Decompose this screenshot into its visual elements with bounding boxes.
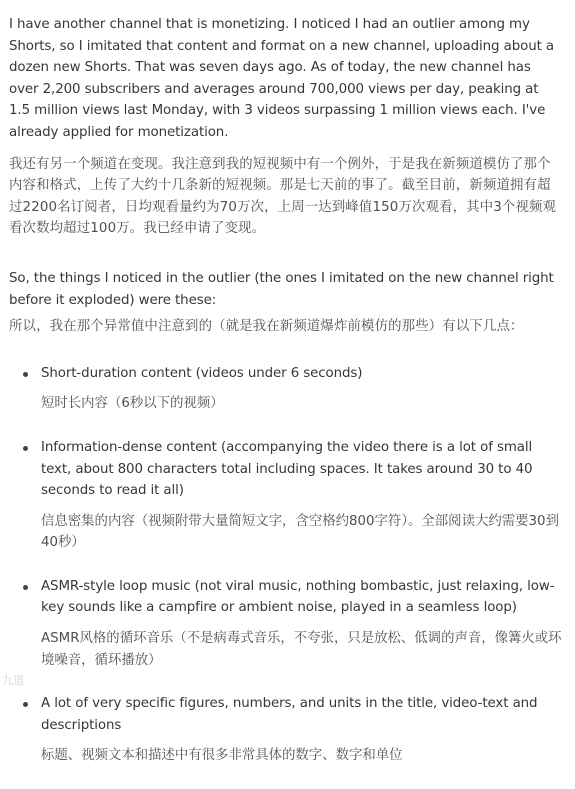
intro-paragraph-en: I have another channel that is monetizing. I noticed I had an outlier among my Shorts, so I imitated that content and format on a new channel, uploading about a dozen new Shorts. That was seven days ago. As of today, the new channel has over 2,200 subscribers and averages around 700,000 views per day, peaking at 1.5 million views last Monday, with 3 videos surpassing 1 million views each. I've already applied for monetization. <box>9 17 554 140</box>
list-item-en: Short-duration content (videos under 6 seconds) <box>41 365 363 381</box>
bullet-dot-icon <box>23 702 28 707</box>
bullet-dot-icon <box>23 446 28 451</box>
list-item <box>9 363 563 415</box>
watermark-logo: 九道 <box>2 674 24 688</box>
bullet-dot-icon <box>23 372 28 377</box>
outlier-intro-zh: 所以，我在那个异常值中注意到的（就是我在新频道爆炸前模仿的那些）有以下几点： <box>9 319 524 335</box>
list-item <box>9 693 563 767</box>
list-item-zh: 信息密集的内容（视频附带大量简短文字，含空格约800字符）。全部阅读大约需要30到40秒） <box>41 513 559 551</box>
list-item-zh: ASMR风格的循环音乐（不是病毒式音乐，不夸张，只是放松、低调的声音，像篝火或环境噪音，循环播放） <box>41 631 562 668</box>
list-item-zh: 标题、视频文本和描述中有很多非常具体的数字、数字和单位 <box>41 748 403 764</box>
list-item-zh: 短时长内容（6秒以下的视频） <box>41 396 224 412</box>
list-item-en: Information-dense content (accompanying the video there is a lot of small text, about 800 characters total including spaces. It takes around 30 to 40 seconds to read it all) <box>41 439 533 499</box>
post-content <box>9 14 563 789</box>
intro-paragraph-zh: 我还有另一个频道在变现。我注意到我的短视频中有一个例外，于是我在新频道模仿了那个内容和格式，上传了大约十几条新的短视频。那是七天前的事了。截至目前，新频道拥有超过2200名订阅者，日均观看量约为70万次，上周一达到峰值150万次观看，其中3个视频观看次数均超过100万。我已经申请了变现。 <box>9 156 557 237</box>
list-item <box>9 576 563 671</box>
outlier-points-list <box>9 363 563 767</box>
list-item <box>9 437 563 554</box>
bullet-dot-icon <box>23 585 28 590</box>
outlier-intro-en: So, the things I noticed in the outlier (the ones I imitated on the new channel right before it exploded) were these: <box>9 270 554 308</box>
list-item-en: A lot of very specific figures, numbers, and units in the title, video-text and descriptions <box>41 696 538 733</box>
list-item-en: ASMR-style loop music (not viral music, nothing bombastic, just relaxing, low-key sounds like a campfire or ambient noise, played in a seamless loop) <box>41 578 555 616</box>
